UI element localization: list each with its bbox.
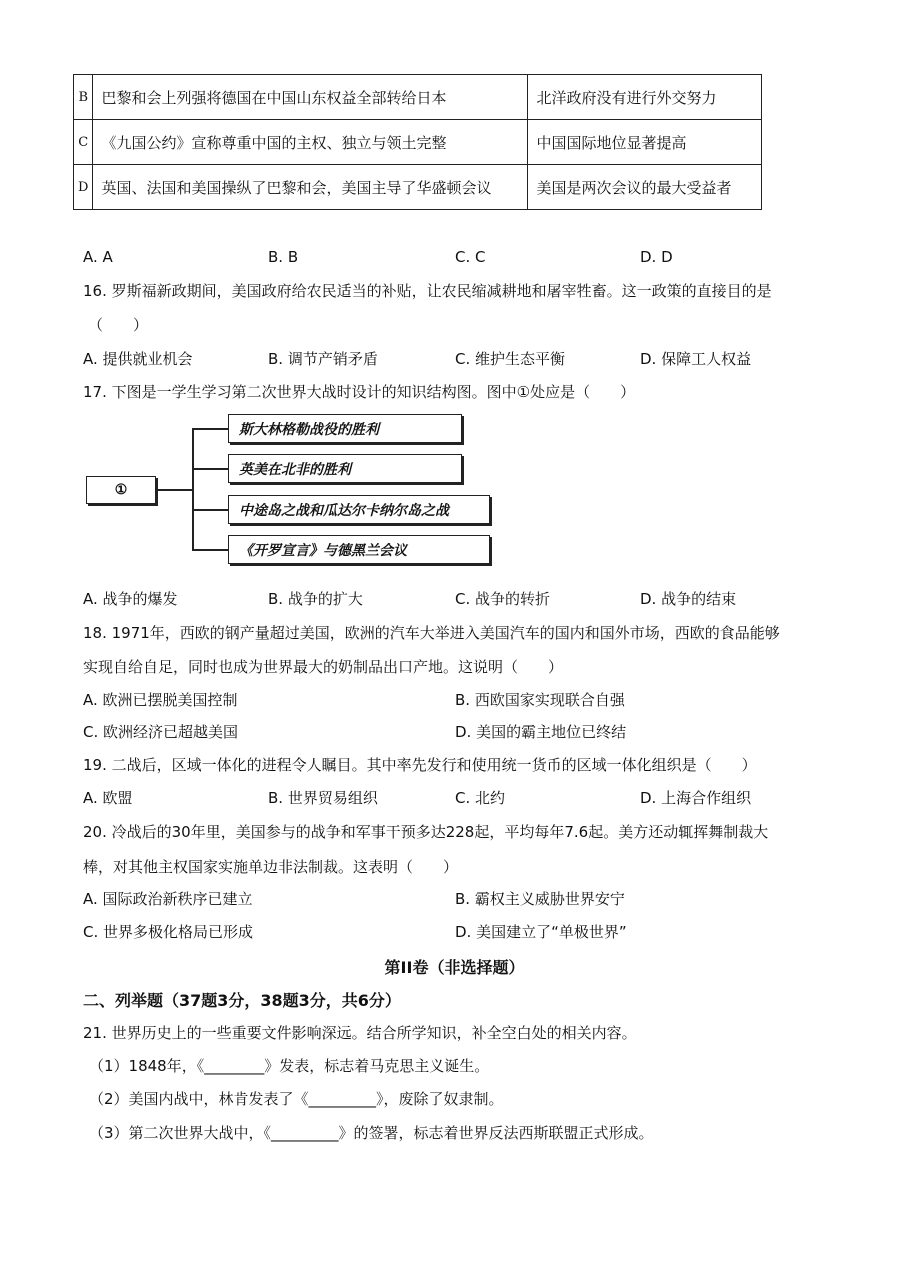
diagram-connector [192, 549, 228, 551]
q16-option-c: C. 维护生态平衡 [455, 350, 566, 368]
diagram-connector [192, 428, 194, 550]
row-result: 美国是两次会议的最大受益者 [528, 165, 762, 210]
diagram-connector [192, 468, 228, 470]
q20-stem-line1: 20. 冷战后的30年里，美国参与的战争和军事干预多达228起，平均每年7.6起。美方还动辄挥舞制裁大 [83, 823, 769, 841]
q20-option-b: B. 霸权主义威胁世界安宁 [455, 890, 625, 908]
answer-table [73, 74, 762, 210]
q18-option-d: D. 美国的霸主地位已终结 [455, 723, 627, 741]
q20-stem-line2: 棒，对其他主权国家实施单边非法制裁。这表明（ ） [83, 858, 459, 876]
q19-option-b: B. 世界贸易组织 [268, 789, 378, 807]
diagram-branch-box: 中途岛之战和瓜达尔卡纳尔岛之战 [228, 495, 490, 524]
row-description: 英国、法国和美国操纵了巴黎和会，美国主导了华盛顿会议 [93, 165, 528, 210]
row-letter: B [74, 75, 93, 120]
row-description: 《九国公约》宣称尊重中国的主权、独立与领土完整 [93, 120, 528, 165]
q19-option-d: D. 上海合作组织 [640, 789, 752, 807]
q18-option-c: C. 欧洲经济已超越美国 [83, 723, 239, 741]
q17-option-a: A. 战争的爆发 [83, 590, 178, 608]
row-description: 巴黎和会上列强将德国在中国山东权益全部转给日本 [93, 75, 528, 120]
diagram-root-box: ① [86, 476, 156, 504]
q21-stem: 21. 世界历史上的一些重要文件影响深远。结合所学知识，补全空白处的相关内容。 [83, 1024, 637, 1042]
diagram-branch-box: 英美在北非的胜利 [228, 454, 462, 483]
q19-stem: 19. 二战后，区域一体化的进程令人瞩目。其中率先发行和使用统一货币的区域一体化组织是（ ） [83, 756, 757, 774]
q16-stem-line1: 16. 罗斯福新政期间，美国政府给农民适当的补贴，让农民缩减耕地和屠宰牲畜。这一政策的直接目的是 [83, 282, 772, 300]
diagram-connector [157, 489, 192, 491]
table-row [74, 120, 762, 165]
q16-option-a: A. 提供就业机会 [83, 350, 193, 368]
q20-option-c: C. 世界多极化格局已形成 [83, 923, 254, 941]
q20-option-a: A. 国际政治新秩序已建立 [83, 890, 253, 908]
diagram-branch-box: 斯大林格勒战役的胜利 [228, 414, 462, 443]
q19-option-a: A. 欧盟 [83, 789, 133, 807]
section-title: 第II卷（非选择题） [384, 958, 525, 977]
q21-item: （3）第二次世界大战中，《_________》的签署，标志着世界反法西斯联盟正式形成。 [89, 1124, 654, 1142]
q19-option-c: C. 北约 [455, 789, 506, 807]
q17-option-c: C. 战争的转折 [455, 590, 551, 608]
q17-option-b: B. 战争的扩大 [268, 590, 363, 608]
q17-stem: 17. 下图是一学生学习第二次世界大战时设计的知识结构图。图中①处应是（ ） [83, 383, 636, 401]
q18-option-b: B. 西欧国家实现联合自强 [455, 691, 625, 709]
q16-option-b: B. 调节产销矛盾 [268, 350, 378, 368]
q18-stem-line1: 18. 1971年，西欧的钢产量超过美国，欧洲的汽车大举进入美国汽车的国内和国外市场，西欧的食品能够 [83, 624, 780, 642]
row-result: 中国国际地位显著提高 [528, 120, 762, 165]
section-heading: 二、列举题（37题3分，38题3分，共6分） [83, 991, 401, 1010]
diagram-branch-box: 《开罗宣言》与德黑兰会议 [228, 535, 490, 564]
table-row [74, 165, 762, 210]
q15-option-c: C. C [455, 248, 486, 266]
q15-option-d: D. D [640, 248, 673, 266]
table-row [74, 75, 762, 120]
row-result: 北洋政府没有进行外交努力 [528, 75, 762, 120]
row-letter: D [74, 165, 93, 210]
diagram-connector [192, 509, 228, 511]
q18-stem-line2: 实现自给自足，同时也成为世界最大的奶制品出口产地。这说明（ ） [83, 658, 564, 676]
q20-option-d: D. 美国建立了“单极世界” [455, 923, 627, 941]
q15-option-a: A. A [83, 248, 113, 266]
q16-stem-line2: （ ） [88, 316, 149, 334]
q15-option-b: B. B [268, 248, 299, 266]
q18-option-a: A. 欧洲已摆脱美国控制 [83, 691, 238, 709]
q21-item: （1）1848年，《________》发表，标志着马克思主义诞生。 [89, 1057, 490, 1075]
q21-item: （2）美国内战中，林肯发表了《_________》，废除了奴隶制。 [89, 1090, 504, 1108]
row-letter: C [74, 120, 93, 165]
q16-option-d: D. 保障工人权益 [640, 350, 752, 368]
diagram-connector [192, 428, 228, 430]
q17-option-d: D. 战争的结束 [640, 590, 737, 608]
